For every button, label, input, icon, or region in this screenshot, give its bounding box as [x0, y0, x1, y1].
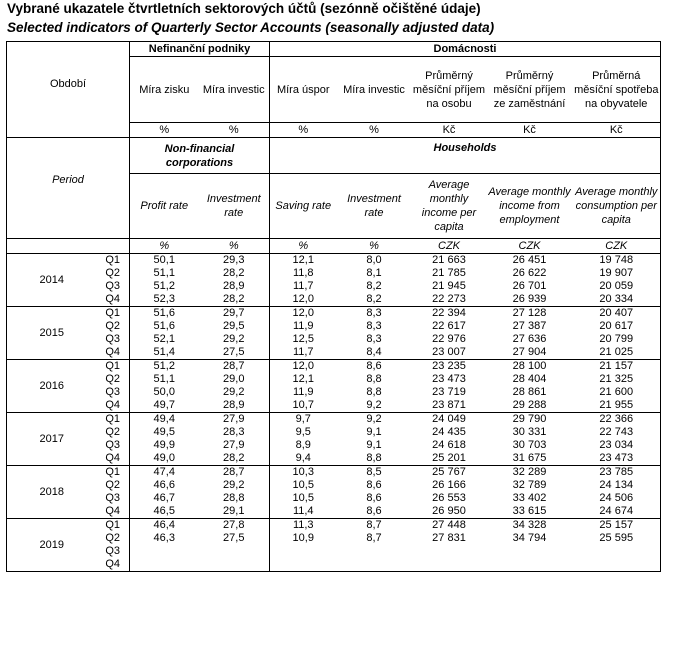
- table-cell: 9,5: [270, 426, 337, 439]
- table-cell: 11,8: [270, 267, 337, 280]
- year-label: 2017: [7, 413, 97, 466]
- quarter-label: Q2: [105, 267, 120, 279]
- table-cell: 27 636: [512, 333, 547, 345]
- table-cell: 28,2: [199, 293, 270, 307]
- households-group-header-cz: Domácnosti: [270, 42, 661, 57]
- table-cell: 28,9: [223, 280, 245, 292]
- investment-rate-nfc-header-cz: Míra investic: [202, 83, 265, 96]
- table-cell: 21 945: [432, 280, 466, 292]
- table-cell: 9,1: [366, 426, 382, 438]
- table-cell: 52,1: [130, 333, 199, 346]
- table-cell: 11,3: [270, 519, 337, 533]
- quarter-label: Q2: [105, 426, 120, 438]
- table-row: [7, 280, 661, 293]
- table-cell: 33 615: [487, 505, 573, 519]
- quarter-label: Q2: [105, 532, 120, 544]
- table-cell: 11,7: [270, 346, 337, 360]
- table-cell: 26 622: [512, 267, 547, 279]
- table-cell: 50,1: [130, 254, 199, 268]
- quarter-label: Q4: [97, 293, 130, 307]
- table-cell: 31 675: [487, 452, 573, 466]
- table-cell: 8,2: [366, 280, 382, 292]
- table-cell: 29,0: [223, 373, 245, 385]
- table-cell: 23 235: [432, 360, 466, 372]
- table-cell: 24 134: [573, 479, 661, 492]
- table-cell: 8,8: [366, 373, 382, 385]
- table-cell: 49,7: [130, 399, 199, 413]
- year-label: 2016: [7, 360, 97, 413]
- table-row: [7, 452, 661, 466]
- avg-income-header-cz: Průměrný měsíční příjem na osobu: [412, 69, 486, 110]
- unit-cz: Kč: [487, 123, 573, 138]
- table-cell: 19 907: [573, 267, 661, 280]
- quarter-label: Q3: [105, 386, 120, 398]
- table-cell: 11,9: [270, 386, 337, 399]
- quarter-label: Q1: [105, 466, 120, 478]
- table-cell: [573, 545, 661, 558]
- table-cell: 27 387: [512, 320, 547, 332]
- year-label: 2015: [7, 307, 97, 360]
- table-row: [7, 373, 661, 386]
- table-cell: 11,7: [270, 280, 337, 293]
- table-cell: 11,9: [270, 320, 337, 333]
- table-cell: 24 506: [573, 492, 661, 505]
- table-cell: 22 366: [573, 413, 661, 427]
- table-cell: 29,2: [223, 479, 245, 491]
- table-row: [7, 267, 661, 280]
- table-cell: 25 157: [573, 519, 661, 533]
- table-cell: 29,2: [223, 386, 245, 398]
- quarter-label: Q4: [97, 505, 130, 519]
- avg-income-header-en: Average monthly income per capita: [421, 179, 477, 233]
- quarter-label: Q4: [97, 399, 130, 413]
- table-cell: 8,6: [366, 479, 382, 491]
- table-row: [7, 254, 661, 268]
- profit-rate-header-cz: Míra zisku: [130, 57, 199, 123]
- table-row: [7, 320, 661, 333]
- unit-cz: %: [199, 123, 270, 138]
- table-cell: 27 904: [487, 346, 573, 360]
- table-row: [7, 346, 661, 360]
- table-cell: 28,9: [199, 399, 270, 413]
- table-cell: 24 618: [432, 439, 466, 451]
- table-cell: 46,7: [130, 492, 199, 505]
- table-cell: 29,1: [199, 505, 270, 519]
- sector-accounts-table: [6, 41, 661, 572]
- table-cell: 52,3: [130, 293, 199, 307]
- households-group-header-en: Households: [270, 138, 661, 174]
- table-cell: [199, 545, 270, 558]
- table-cell: 21 025: [573, 346, 661, 360]
- table-cell: 8,0: [366, 254, 382, 266]
- table-cell: 25 201: [412, 452, 487, 466]
- table-cell: 28,7: [223, 466, 245, 478]
- table-cell: [270, 545, 337, 558]
- table-cell: 21 157: [573, 360, 661, 374]
- table-cell: 49,9: [130, 439, 199, 452]
- table-cell: 8,3: [366, 307, 382, 319]
- table-cell: 29,5: [223, 320, 245, 332]
- table-cell: 51,1: [130, 373, 199, 386]
- table-cell: 10,7: [270, 399, 337, 413]
- table-cell: 22 617: [432, 320, 466, 332]
- table-cell: 8,8: [337, 452, 412, 466]
- table-cell: 26 553: [432, 492, 466, 504]
- table-cell: 49,0: [130, 452, 199, 466]
- table-cell: 28 861: [512, 386, 547, 398]
- unit-en: CZK: [412, 239, 487, 254]
- table-row: [7, 413, 661, 427]
- table-cell: [487, 558, 573, 572]
- quarter-label: Q2: [105, 479, 120, 491]
- unit-spacer: [7, 239, 130, 254]
- table-cell: 27,5: [223, 532, 245, 544]
- table-cell: 8,4: [337, 346, 412, 360]
- table-cell: 49,4: [130, 413, 199, 427]
- table-cell: 24 049: [432, 413, 466, 425]
- table-cell: 46,6: [130, 479, 199, 492]
- table-row: [7, 545, 661, 558]
- table-row: [7, 492, 661, 505]
- table-cell: 23 871: [412, 399, 487, 413]
- table-cell: 27 128: [512, 307, 547, 319]
- table-cell: 26 950: [412, 505, 487, 519]
- table-cell: 8,6: [366, 492, 382, 504]
- table-cell: [412, 558, 487, 572]
- table-cell: 12,1: [270, 254, 337, 268]
- unit-cz: %: [130, 123, 199, 138]
- unit-en: %: [199, 239, 270, 254]
- unit-cz: Kč: [573, 123, 661, 138]
- table-row: [7, 399, 661, 413]
- table-row: [7, 505, 661, 519]
- table-cell: 32 789: [512, 479, 547, 491]
- quarter-label: Q3: [105, 280, 120, 292]
- table-row: [7, 519, 661, 533]
- table-cell: 12,1: [270, 373, 337, 386]
- table-cell: 22 976: [432, 333, 466, 345]
- unit-cz: Kč: [412, 123, 487, 138]
- table-cell: 21 785: [432, 267, 466, 279]
- table-cell: 22 743: [573, 426, 661, 439]
- table-cell: 10,5: [270, 492, 337, 505]
- table-cell: [573, 558, 661, 572]
- table-cell: 29 288: [487, 399, 573, 413]
- table-cell: 27 448: [432, 519, 466, 531]
- table-cell: 27 831: [432, 532, 466, 544]
- quarter-label: Q3: [105, 439, 120, 451]
- table-cell: 8,3: [366, 320, 382, 332]
- table-cell: 21 600: [573, 386, 661, 399]
- table-cell: [130, 545, 199, 558]
- table-row: [7, 532, 661, 545]
- table-cell: 8,6: [337, 505, 412, 519]
- avg-consumption-header-en: Average monthly consumption per capita: [573, 174, 661, 239]
- avg-consumption-header-cz: Průměrná měsíční spotřeba na obyvatele: [573, 57, 661, 123]
- table-cell: 9,4: [270, 452, 337, 466]
- table-cell: 26 701: [512, 280, 547, 292]
- table-cell: 8,9: [270, 439, 337, 452]
- table-cell: 30 703: [512, 439, 547, 451]
- table-cell: 24 435: [432, 426, 466, 438]
- table-cell: 46,5: [130, 505, 199, 519]
- unit-cz: %: [270, 123, 337, 138]
- table-cell: 23 719: [432, 386, 466, 398]
- table-cell: 20 334: [573, 293, 661, 307]
- title-czech: Vybrané ukazatele čtvrtletních sektorových účtů (sezónně očištěné údaje): [7, 1, 481, 16]
- table-cell: [270, 558, 337, 572]
- table-cell: 8,8: [366, 386, 382, 398]
- table-cell: 9,7: [270, 413, 337, 427]
- table-cell: 25 767: [432, 466, 466, 478]
- table-cell: 9,2: [366, 413, 382, 425]
- table-cell: 27,8: [223, 519, 245, 531]
- nfc-group-header-en: Non-financial corporations: [130, 138, 270, 174]
- table-cell: [130, 558, 199, 572]
- table-row: [7, 466, 661, 480]
- table-row: [7, 293, 661, 307]
- table-cell: 23 473: [432, 373, 466, 385]
- table-cell: 51,6: [130, 320, 199, 333]
- table-cell: 23 007: [412, 346, 487, 360]
- table-cell: 24 674: [573, 505, 661, 519]
- table-cell: 46,4: [130, 519, 199, 533]
- nfc-group-header-cz: Nefinanční podniky: [130, 42, 270, 57]
- quarter-label: Q3: [105, 333, 120, 345]
- year-label: 2014: [7, 254, 97, 307]
- table-cell: 28,8: [223, 492, 245, 504]
- table-cell: 23 785: [573, 466, 661, 480]
- table-cell: 23 473: [573, 452, 661, 466]
- quarter-label: Q1: [105, 307, 120, 319]
- saving-rate-header-en: Saving rate: [270, 174, 337, 239]
- quarter-label: Q1: [105, 254, 120, 266]
- quarter-label: Q3: [105, 492, 120, 504]
- table-row: [7, 426, 661, 439]
- table-cell: 8,6: [366, 360, 382, 372]
- table-cell: 19 748: [573, 254, 661, 268]
- table-cell: 22 394: [432, 307, 466, 319]
- table-cell: 29,2: [223, 333, 245, 345]
- table-cell: 28,2: [199, 452, 270, 466]
- table-cell: 8,7: [366, 519, 382, 531]
- table-cell: 12,0: [270, 360, 337, 374]
- table-cell: 8,1: [366, 267, 382, 279]
- period-header-cz: Období: [7, 42, 130, 138]
- table-cell: 11,4: [270, 505, 337, 519]
- table-cell: 27,9: [223, 439, 245, 451]
- table-cell: 27,5: [199, 346, 270, 360]
- table-cell: 51,2: [130, 360, 199, 374]
- table-row: [7, 439, 661, 452]
- table-cell: 34 328: [512, 519, 547, 531]
- table-cell: 51,2: [130, 280, 199, 293]
- table-cell: 8,2: [337, 293, 412, 307]
- table-cell: 34 794: [512, 532, 547, 544]
- table-row: [7, 479, 661, 492]
- table-cell: 51,4: [130, 346, 199, 360]
- year-label: 2018: [7, 466, 97, 519]
- table-cell: 29 790: [512, 413, 547, 425]
- table-cell: 26 451: [512, 254, 547, 266]
- saving-rate-header-cz: Míra úspor: [270, 57, 337, 123]
- table-cell: 12,0: [270, 293, 337, 307]
- quarter-label: Q4: [97, 558, 130, 572]
- table-cell: 46,3: [130, 532, 199, 545]
- quarter-label: Q4: [97, 452, 130, 466]
- table-cell: 28 404: [512, 373, 547, 385]
- quarter-label: Q1: [105, 360, 120, 372]
- unit-cz: %: [337, 123, 412, 138]
- title-english: Selected indicators of Quarterly Sector Accounts (seasonally adjusted data): [7, 20, 495, 35]
- table-cell: 51,1: [130, 267, 199, 280]
- table-cell: 27,9: [223, 413, 245, 425]
- table-cell: 8,5: [366, 466, 382, 478]
- profit-rate-header-en: Profit rate: [130, 174, 199, 239]
- table-cell: 28,7: [223, 360, 245, 372]
- table-cell: 8,7: [366, 532, 382, 544]
- table-cell: 10,9: [270, 532, 337, 545]
- table-cell: 28 100: [512, 360, 547, 372]
- table-cell: 9,2: [337, 399, 412, 413]
- table-cell: 26 166: [432, 479, 466, 491]
- avg-income-employment-header-cz: Průměrný měsíční příjem ze zaměstnání: [493, 69, 566, 110]
- table-cell: 28,2: [223, 267, 245, 279]
- avg-income-employment-header-en: Average monthly income from employment: [488, 186, 571, 226]
- table-cell: 12,0: [270, 307, 337, 321]
- table-cell: 33 402: [512, 492, 547, 504]
- table-row: [7, 307, 661, 321]
- table-cell: 10,3: [270, 466, 337, 480]
- quarter-label: Q1: [105, 519, 120, 531]
- unit-en: CZK: [573, 239, 661, 254]
- table-cell: 51,6: [130, 307, 199, 321]
- table-cell: 20 799: [573, 333, 661, 346]
- table-cell: 49,5: [130, 426, 199, 439]
- unit-en: %: [337, 239, 412, 254]
- table-cell: 10,5: [270, 479, 337, 492]
- table-cell: 9,1: [366, 439, 382, 451]
- quarter-label: Q1: [105, 413, 120, 425]
- table-cell: 20 059: [573, 280, 661, 293]
- investment-rate-hh-header-cz: Míra investic: [343, 83, 405, 96]
- table-cell: [337, 558, 412, 572]
- quarter-label: Q4: [97, 346, 130, 360]
- table-cell: 32 289: [512, 466, 547, 478]
- unit-en: CZK: [487, 239, 573, 254]
- table-cell: 50,0: [130, 386, 199, 399]
- table-row: [7, 333, 661, 346]
- table-cell: 30 331: [512, 426, 547, 438]
- table-cell: 25 595: [573, 532, 661, 545]
- table-cell: 21 663: [432, 254, 466, 266]
- table-cell: 22 273: [412, 293, 487, 307]
- table-cell: [337, 545, 412, 558]
- year-label: 2019: [7, 519, 97, 572]
- table-cell: 12,5: [270, 333, 337, 346]
- table-cell: 29,3: [223, 254, 245, 266]
- unit-en: %: [270, 239, 337, 254]
- period-header-en: Period: [7, 138, 130, 239]
- table-cell: 29,7: [223, 307, 245, 319]
- table-cell: [199, 558, 270, 572]
- investment-rate-nfc-header-en: Investment rate: [206, 193, 261, 219]
- table-cell: 21 955: [573, 399, 661, 413]
- unit-en: %: [130, 239, 199, 254]
- table-cell: [487, 545, 573, 558]
- table-cell: 21 325: [573, 373, 661, 386]
- table-cell: 20 617: [573, 320, 661, 333]
- table-row: [7, 386, 661, 399]
- table-cell: [412, 545, 487, 558]
- table-cell: 28,3: [223, 426, 245, 438]
- table-cell: 8,3: [366, 333, 382, 345]
- table-cell: 23 034: [573, 439, 661, 452]
- quarter-label: Q2: [105, 320, 120, 332]
- table-row: [7, 360, 661, 374]
- table-cell: 47,4: [130, 466, 199, 480]
- quarter-label: Q2: [105, 373, 120, 385]
- table-row: [7, 558, 661, 572]
- table-cell: 20 407: [573, 307, 661, 321]
- quarter-label: Q3: [105, 545, 120, 557]
- investment-rate-hh-header-en: Investment rate: [347, 193, 401, 219]
- table-cell: 26 939: [487, 293, 573, 307]
